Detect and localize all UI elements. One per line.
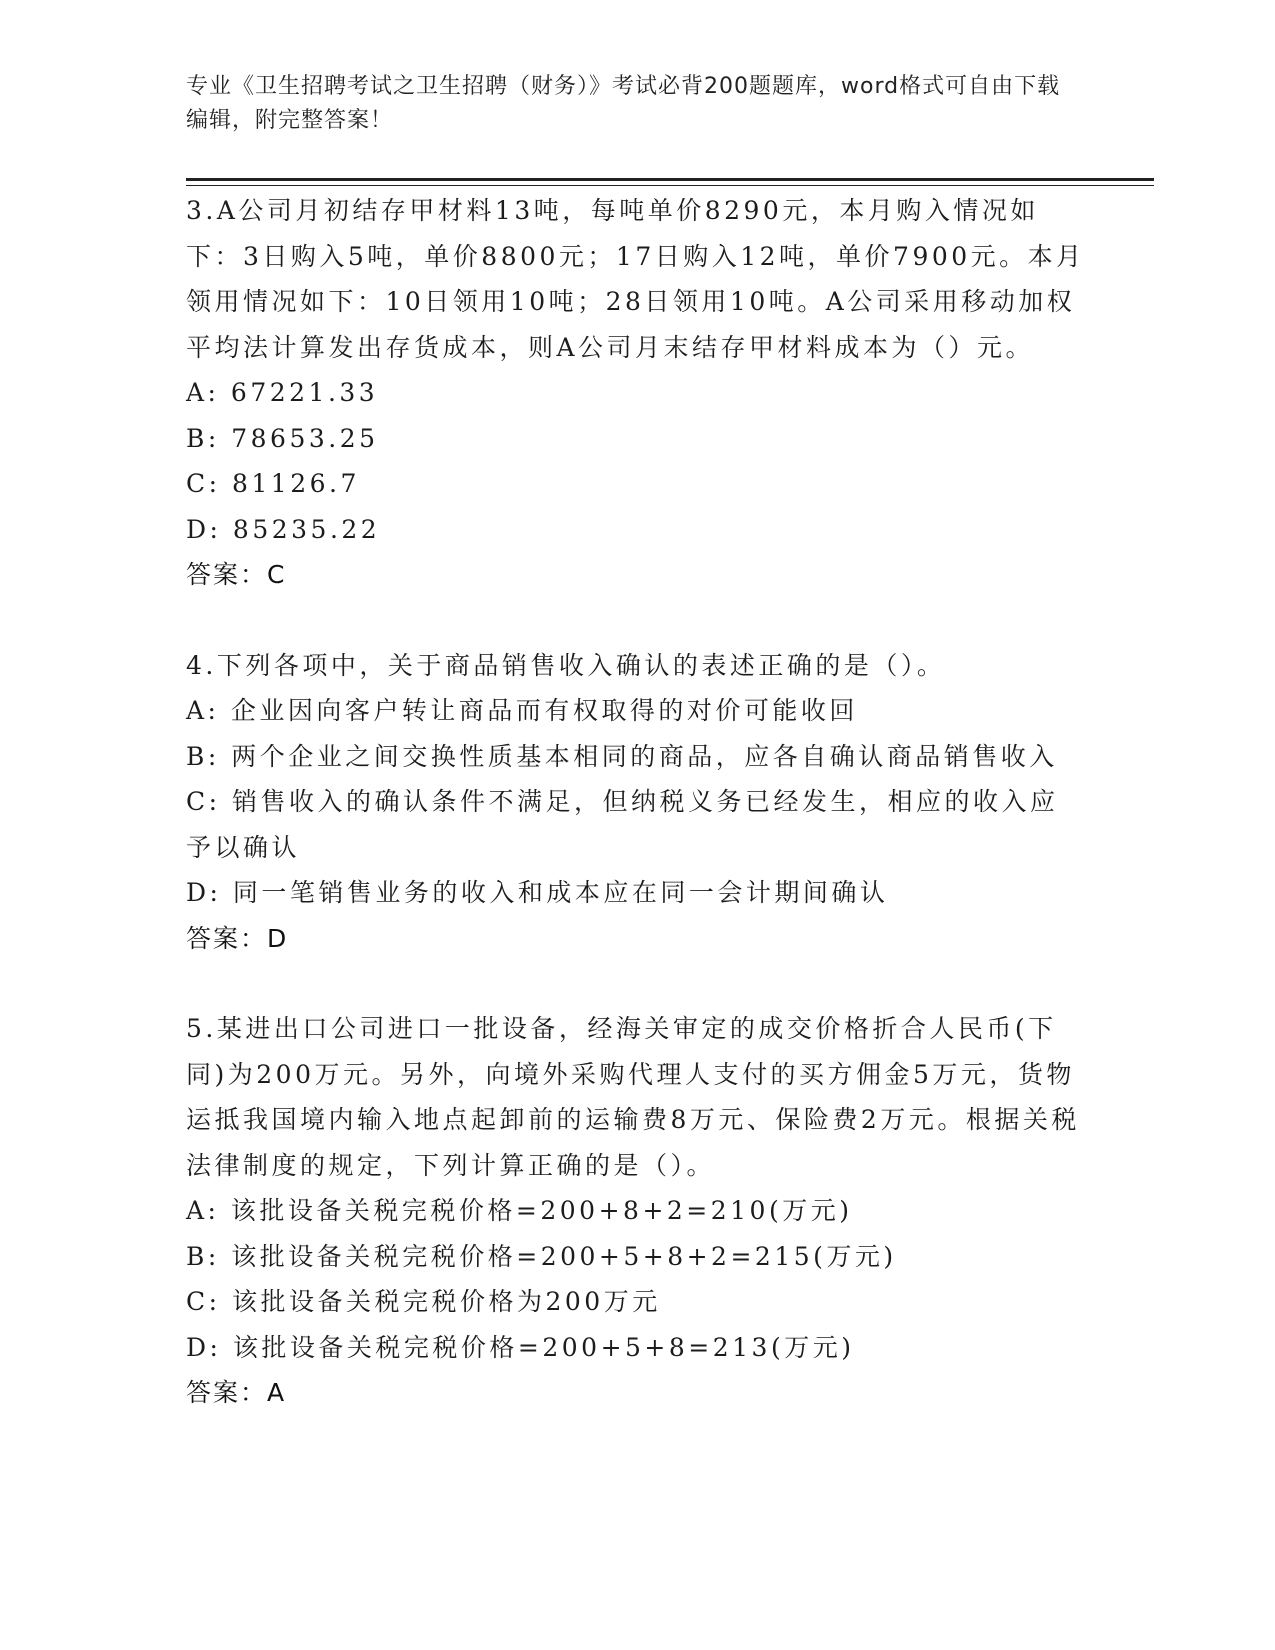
option-c: C: 销售收入的确认条件不满足，但纳税义务已经发生，相应的收入应予以确认 — [186, 787, 1059, 862]
question-spacer — [186, 598, 1086, 643]
option-b: B: 该批设备关税完税价格=200+5+8+2=215(万元) — [186, 1241, 897, 1271]
answer-line: 答案：C — [186, 560, 287, 589]
option-a: A: 67221.33 — [186, 378, 379, 407]
question-text: 5.某进出口公司进口一批设备，经海关审定的成交价格折合人民币(下同)为200万元。另外，向境外采购代理人支付的买方佣金5万元，货物运抵我国境内输入地点起卸前的运输费8万元、保险费2万元。根据关税法律制度的规定，下列计算正确的是（）。 — [186, 1014, 1080, 1180]
option-d: D: 该批设备关税完税价格=200+5+8=213(万元) — [186, 1332, 855, 1362]
option-b: B: 两个企业之间交换性质基本相同的商品，应各自确认商品销售收入 — [186, 741, 1058, 771]
question-3 — [186, 188, 1086, 598]
option-d: D: 同一笔销售业务的收入和成本应在同一会计期间确认 — [186, 878, 889, 907]
option-c: C: 该批设备关税完税价格为200万元 — [186, 1287, 661, 1316]
option-a: A: 该批设备关税完税价格=200+8+2=210(万元) — [186, 1196, 853, 1225]
document-header: 专业《卫生招聘考试之卫生招聘（财务）》考试必背200题题库，word格式可自由下载编辑，附完整答案！ — [186, 74, 1061, 133]
question-text: 4.下列各项中，关于商品销售收入确认的表述正确的是（）。 — [186, 650, 946, 680]
question-list — [186, 188, 1086, 1416]
question-text: 3.A公司月初结存甲材料13吨，每吨单价8290元，本月购入情况如下：3日购入5吨，单价8800元；17日购入12吨，单价7900元。本月领用情况如下：10日领用10吨；28日领用10吨。A公司采用移动加权平均法计算发出存货成本，则A公司月末结存甲材料成本为（）元。 — [186, 196, 1085, 362]
header-divider-thick — [186, 178, 1154, 181]
option-c: C: 81126.7 — [186, 469, 360, 498]
option-d: D: 85235.22 — [186, 514, 381, 544]
option-b: B: 78653.25 — [186, 423, 379, 453]
question-4 — [186, 643, 1086, 962]
header-divider-thin — [186, 185, 1154, 186]
answer-line: 答案：A — [186, 1378, 287, 1407]
question-spacer — [186, 961, 1086, 1006]
option-a: A: 企业因向客户转让商品而有权取得的对价可能收回 — [186, 696, 858, 725]
answer-line: 答案：D — [186, 923, 289, 953]
question-5 — [186, 1006, 1086, 1416]
